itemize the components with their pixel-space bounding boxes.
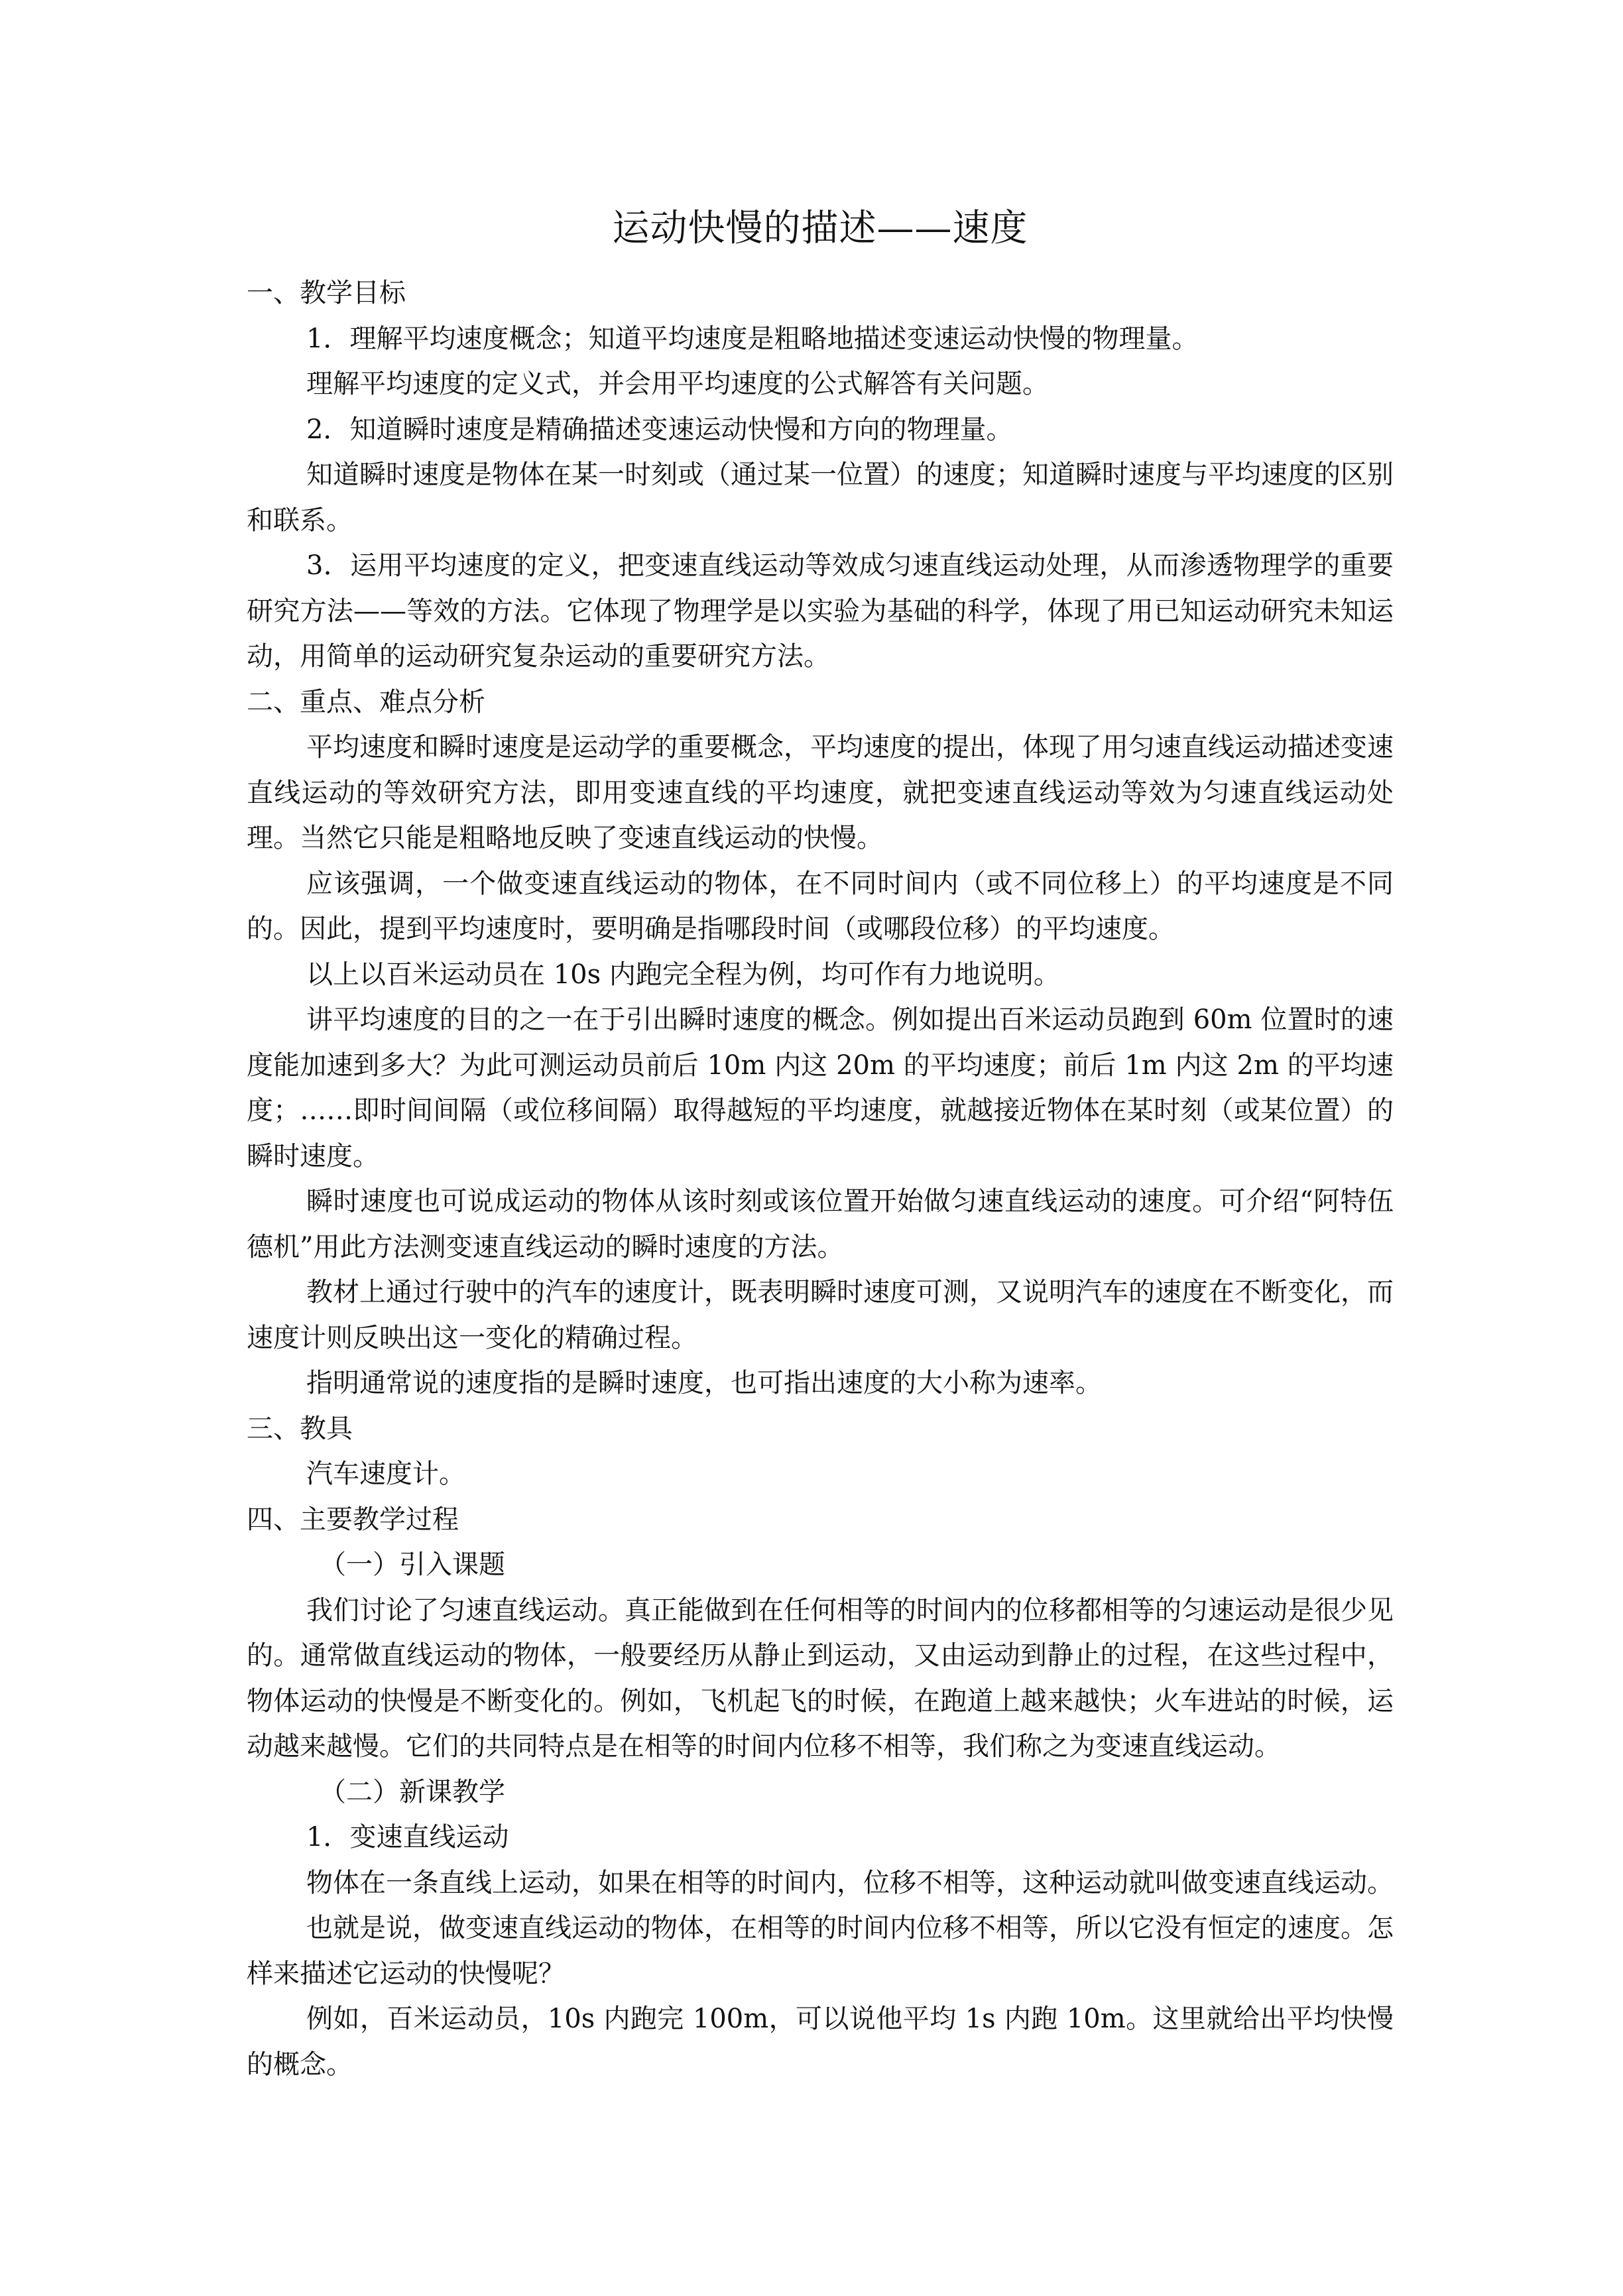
- subsection-heading-introduction: （一）引入课题: [320, 1549, 505, 1580]
- paragraph: 汽车速度计。: [306, 1459, 465, 1489]
- document-page: [247, 199, 1394, 2087]
- section-heading-objectives: 一、教学目标: [247, 278, 406, 308]
- section-heading-key-points: 二、重点、难点分析: [247, 686, 485, 717]
- paragraph: 理解平均速度的定义式，并会用平均速度的公式解答有关问题。: [306, 369, 1049, 399]
- paragraph: 讲平均速度的目的之一在于引出瞬时速度的概念。例如提出百米运动员跑到 60m 位置时的速度能加速到多大？为此可测运动员前后 10m 内这 20m 的平均速度；前后 1m 内这 2m 的平均速度；……即时间间隔（或位移间隔）取得越短的平均速度，就越接近物体在某时刻（或某位置）的瞬时速度。: [247, 1004, 1394, 1172]
- paragraph: 以上以百米运动员在 10s 内跑完全程为例，均可作有力地说明。: [306, 959, 1060, 990]
- section-heading-teaching-process: 四、主要教学过程: [247, 1504, 459, 1535]
- paragraph: 物体在一条直线上运动，如果在相等的时间内，位移不相等，这种运动就叫做变速直线运动。: [306, 1867, 1394, 1898]
- paragraph: 应该强调，一个做变速直线运动的物体，在不同时间内（或不同位移上）的平均速度是不同的。因此，提到平均速度时，要明确是指哪段时间（或哪段位移）的平均速度。: [247, 868, 1394, 944]
- paragraph: 教材上通过行驶中的汽车的速度计，既表明瞬时速度可测，又说明汽车的速度在不断变化，而速度计则反映出这一变化的精确过程。: [247, 1277, 1394, 1353]
- paragraph: 2．知道瞬时速度是精确描述变速运动快慢和方向的物理量。: [306, 414, 1013, 445]
- paragraph: 例如，百米运动员，10s 内跑完 100m，可以说他平均 1s 内跑 10m。这里就给出平均快慢的概念。: [247, 2004, 1394, 2080]
- document-title: 运动快慢的描述——速度: [612, 207, 1028, 250]
- paragraph: 平均速度和瞬时速度是运动学的重要概念，平均速度的提出，体现了用匀速直线运动描述变速直线运动的等效研究方法，即用变速直线的平均速度，就把变速直线运动等效为匀速直线运动处理。当然它只能是粗略地反映了变速直线运动的快慢。: [247, 732, 1394, 853]
- paragraph: 我们讨论了匀速直线运动。真正能做到在任何相等的时间内的位移都相等的匀速运动是很少见的。通常做直线运动的物体，一般要经历从静止到运动，又由运动到静止的过程，在这些过程中，物体运动的快慢是不断变化的。例如，飞机起飞的时候，在跑道上越来越快；火车进站的时候，运动越来越慢。它们的共同特点是在相等的时间内位移不相等，我们称之为变速直线运动。: [247, 1595, 1394, 1762]
- paragraph: 知道瞬时速度是物体在某一时刻或（通过某一位置）的速度；知道瞬时速度与平均速度的区别和联系。: [247, 459, 1394, 536]
- section-heading-teaching-aids: 三、教具: [247, 1413, 353, 1444]
- paragraph: 3．运用平均速度的定义，把变速直线运动等效成匀速直线运动处理，从而渗透物理学的重要研究方法——等效的方法。它体现了物理学是以实验为基础的科学，体现了用已知运动研究未知运动，用简单的运动研究复杂运动的重要研究方法。: [247, 550, 1394, 672]
- paragraph: 1．理解平均速度概念；知道平均速度是粗略地描述变速运动快慢的物理量。: [306, 323, 1199, 354]
- paragraph: 瞬时速度也可说成运动的物体从该时刻或该位置开始做匀速直线运动的速度。可介绍“阿特伍德机”用此方法测变速直线运动的瞬时速度的方法。: [247, 1186, 1394, 1262]
- paragraph: 也就是说，做变速直线运动的物体，在相等的时间内位移不相等，所以它没有恒定的速度。怎样来描述它运动的快慢呢？: [247, 1913, 1394, 1989]
- paragraph: 1．变速直线运动: [306, 1822, 509, 1852]
- subsection-heading-new-lesson: （二）新课教学: [320, 1776, 505, 1807]
- paragraph: 指明通常说的速度指的是瞬时速度，也可指出速度的大小称为速率。: [306, 1368, 1102, 1398]
